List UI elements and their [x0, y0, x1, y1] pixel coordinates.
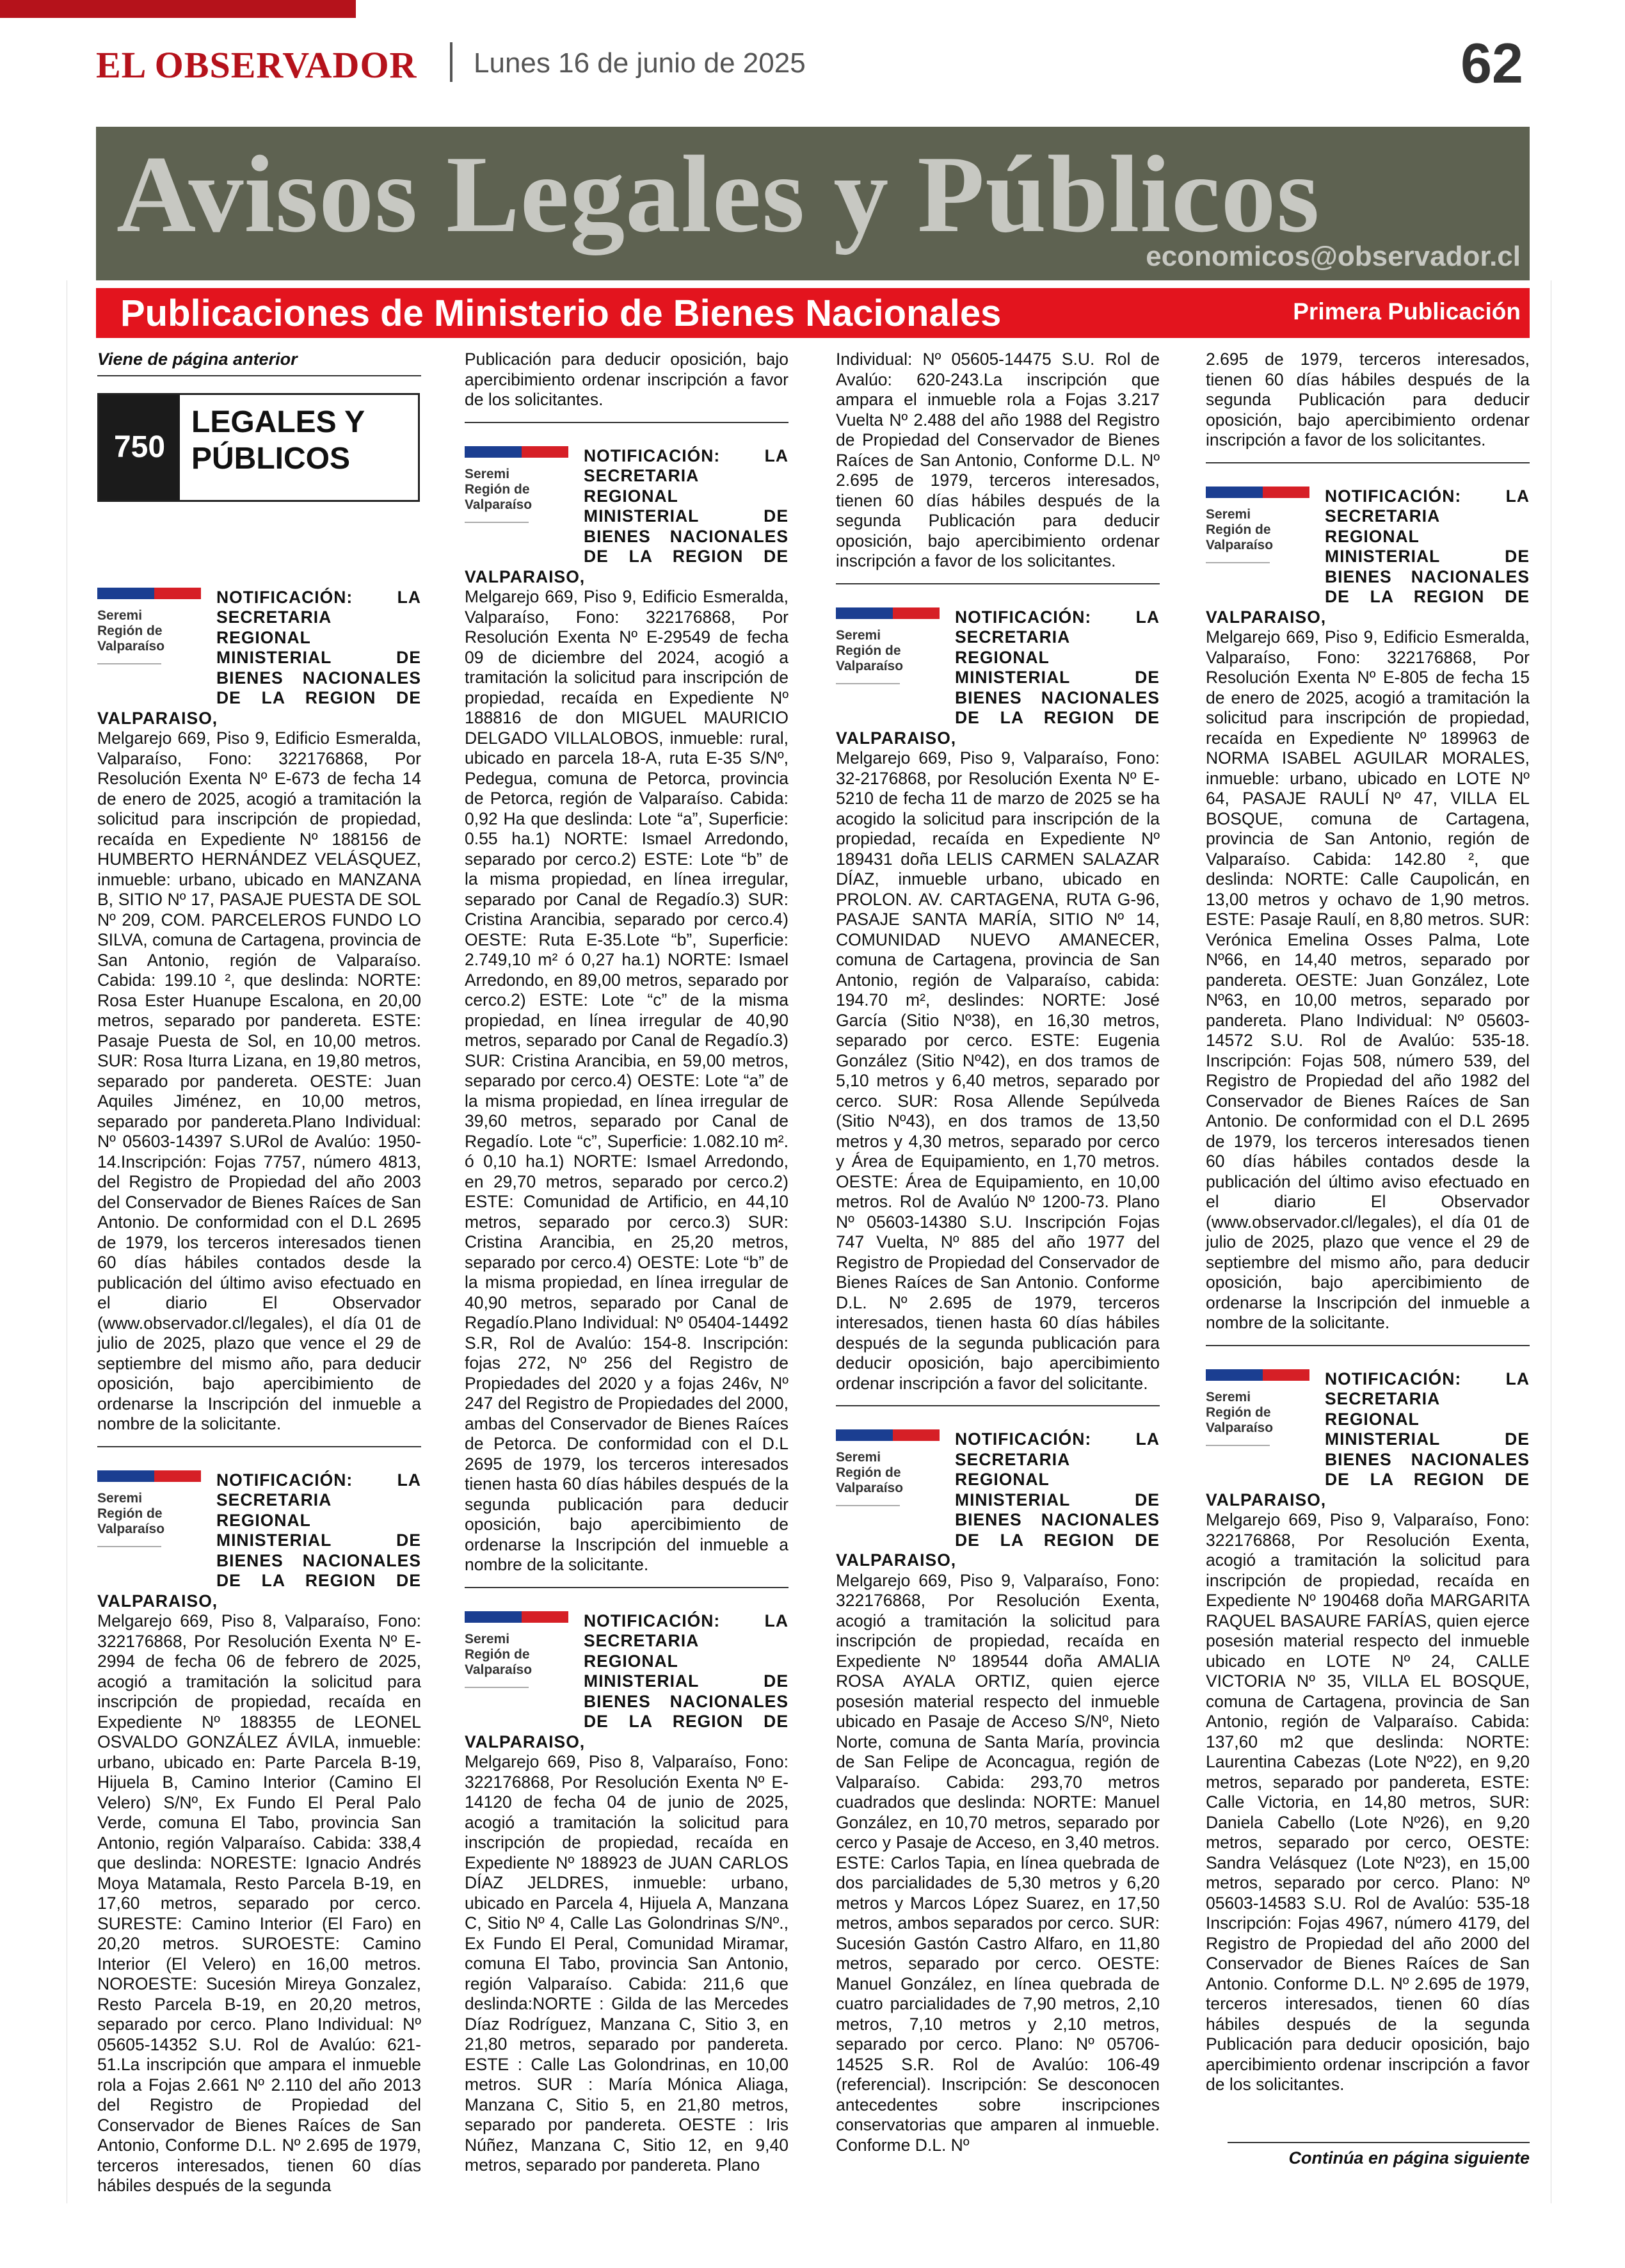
section-title: Publicaciones de Ministerio de Bienes Nacionales: [120, 293, 1002, 334]
notice: [1206, 476, 1530, 1346]
notice: [97, 577, 421, 1447]
logo-rule: [97, 1546, 161, 1547]
logo-text: Seremi Región de Valparaíso: [465, 1631, 532, 1677]
publication-tag: Primera Publicación: [1293, 298, 1521, 325]
chile-flag-icon: [97, 1470, 201, 1482]
continued-text: Individual: Nº 05605-14475 S.U. Rol de Avalúo: 620-243.La inscripción que ampara el inmueble rola a Fojas 3.217 Vuelta Nº 2.488 del año 1988 del Registro de Propiedad del Conservador de Bienes Raíces de San Antonio, Conforme D.L. Nº 2.695 de 1979, terceros interesados, tienen 60 días hábiles después de la segunda Publicación para deducir oposición, bajo apercibimiento ordenar inscripción a favor de los solicitantes.: [836, 350, 1160, 584]
seremi-logo: [97, 1470, 206, 1573]
seremi-logo: [465, 1611, 573, 1714]
seremi-logo: [465, 446, 573, 549]
classified-number: 750: [99, 395, 180, 500]
classified-label: LEGALES Y PÚBLICOS: [191, 405, 365, 476]
notice-heading: NOTIFICACIÓN: LA SECRETARIA REGIONAL MINISTERIAL DE BIENES NACIONALES DE LA REGION DE VALPARAISO,: [1206, 1369, 1530, 1509]
continued-text: 2.695 de 1979, terceros interesados, tienen 60 días hábiles después de la segunda Publicación para deducir oposición, bajo apercibimiento ordenar inscripción a favor de los solicitantes.: [1206, 350, 1530, 463]
notice-heading: NOTIFICACIÓN: LA SECRETARIA REGIONAL MINISTERIAL DE BIENES NACIONALES DE LA REGION DE VALPARAISO,: [1206, 486, 1530, 627]
notice-body: Melgarejo 669, Piso 9, Valparaíso, Fono: 322176868, Por Resolución Exenta, acogió a tramitación la solicitud para inscripción de propiedad, recaída en Expediente Nº 190468 doña MARGARITA RAQUEL BASAURE FARÍAS, quien ejerce posesión material respecto del inmueble ubicado en LOTE Nº 24, CALLE VICTORIA Nº 35, VILLA EL BOSQUE, comuna de Cartagena, provincia de San Antonio, región de Valparaíso. Cabida: 137,60 m2 que deslinda: NORTE: Laurentina Cabezas (Lote Nº22), en 9,20 metros, separado por pandereta, ESTE: Calle Victoria, en 14,80 metros, SUR: Daniela Cabello (Lote Nº26), en 9,20 metros, separado por cerco, OESTE: Sandra Velásquez (Lote Nº23), en 15,00 metros, separado por cerco. Plano: Nº 05603-14583 S.U. Rol de Avalúo: 535-18 Inscripción: Fojas 4967, número 4179, del Registro de Propiedad del año 2000 del Conservador de Bienes Raíces de San Antonio. Conforme D.L. Nº 2.695 de 1979, terceros interesados, tienen 60 días hábiles después de la segunda Publicación para deducir oposición, bajo apercibimiento ordenar inscripción a favor de los solicitantes.: [1206, 1510, 1530, 2094]
column-3: [836, 350, 1160, 2178]
notice-body: Melgarejo 669, Piso 9, Edificio Esmeralda, Valparaíso, Fono: 322176868, Por Resolución Exenta Nº E-673 de fecha 14 de enero de 2025, acogió a tramitación la solicitud para inscripción de propiedad, recaída en Expediente Nº 188156 de HUMBERTO HERNÁNDEZ VELÁSQUEZ, inmueble: urbano, ubicado en MANZANA B, SITIO Nº 17, PASAJE PUESTA DE SOL Nº 209, COM. PARCELEROS FUNDO LO SILVA, comuna de Cartagena, provincia de San Antonio, región de Valparaíso. Cabida: 199.10 ², que deslinda: NORTE: Rosa Ester Huanupe Escalona, en 20,00 metros, separado por pandereta. ESTE: Pasaje Puesta de Sol, en 10,00 metros. SUR: Rosa Iturra Lizana, en 19,80 metros, separado por pandereta. OESTE: Juan Aquiles Jiménez, en 10,00 metros, separado por pandereta.Plano Individual: Nº 05603-14397 S.URol de Avalúo: 1950-14.Inscripción: Fojas 7757, número 4813, del Registro de Propiedad del año 2003 del Conservador de Bienes Raíces de San Antonio. De conformidad con el D.L 2695 de 1979, los terceros interesados tienen 60 días hábiles contados desde la publicación del último aviso efectuado en el diario El Observador (www.observador.cl/legales), el día 01 de julio de 2025, plazo que vence el 29 de septiembre del mismo año, para deducir oposición, bajo apercibimiento de ordenarse la Inscripción del inmueble a nombre de la solicitante.: [97, 728, 421, 1433]
header-divider: [450, 42, 452, 82]
notice-body: Melgarejo 669, Piso 9, Valparaíso, Fono: 322176868, Por Resolución Exenta, acogió a tramitación la solicitud para inscripción de propiedad, recaída en Expediente Nº 189544 doña AMALIA ROSA AYALA ORTIZ, quien ejerce posesión material respecto del inmueble ubicado en Pasaje de Acceso S/Nº, Nieto Norte, comuna de Santa María, provincia de San Felipe de Aconcagua, región de Valparaíso. Cabida: 293,70 metros cuadrados que deslinda: NORTE: Manuel González, en 10,70 metros, separado por cerco y Pasaje de Acceso, en 3,40 metros. ESTE: Carlos Tapia, en línea quebrada de dos parcialidades de 5,30 metros y 6,20 metros y Marcos López Suarez, en 17,50 metros, ambos separados por cerco. SUR: Sucesión Gastón Castro Alfaro, en 11,80 metros, separado por cerco. OESTE: Manuel González, en línea quebrada de cuatro parcialidades de 7,90 metros, 2,10 metros, 7,10 metros y 2,10 metros, separado por cerco. Plano: Nº 05706-14525 S.R. Rol de Avalúo: 106-49 (referencial). Inscripción: Se desconocen antecedentes sobre inscripciones conservatorias que amparen al inmueble. Conforme D.L. Nº: [836, 1570, 1160, 2155]
notice-body: Melgarejo 669, Piso 9, Edificio Esmeralda, Valparaíso, Fono: 322176868, Por Resolución Exenta Nº E-29549 de fecha 09 de diciembre del 2024, acogió a tramitación la solicitud para inscripción de propiedad, recaída en Expediente Nº 188816 de don MIGUEL MAURICIO DELGADO VILLALOBOS, inmueble: rural, ubicado en parcela 18-A, ruta E-35 S/Nº, Pedegua, comuna de Petorca, provincia de Petorca, región de Valparaíso. Cabida: 0,92 Ha que deslinda: Lote “a”, Superficie: 0.55 ha.1) NORTE: Ismael Arredondo, separado por cerco.2) ESTE: Lote “b” de la misma propiedad, en línea irregular, separado por Canal de Regadío.3) SUR: Cristina Arancibia, separado por cerco.4) OESTE: Ruta E-35.Lote “b”, Superficie: 2.749,10 m² ó 0,27 ha.1) NORTE: Ismael Arredondo, en 89,00 metros, separado por cerco.2) ESTE: Lote “c” de la misma propiedad, en línea irregular de 40,90 metros, separado por Canal de Regadío.3) SUR: Cristina Arancibia, en 59,00 metros, separado por cerco.4) OESTE: Lote “a” de la misma propiedad, en línea irregular de 39,60 metros, separado por Canal de Regadío. Lote “c”, Superficie: 1.082.10 m². ó 0,10 ha.1) NORTE: Ismael Arredondo, en 29,70 metros, separado por cerco.2) ESTE: Comunidad de Artificio, en 44,10 metros, separado por cerco.3) SUR: Cristina Arancibia, en 25,20 metros, separado por cerco.4) OESTE: Lote “b” de la misma propiedad, en línea irregular de 40,90 metros, separado por Canal de Regadío.Plano Individual: Nº 05404-14492 S.R, Rol de Avalúo: 154-8. Inscripción: fojas 272, Nº 256 del Registro de Propiedades del 2020 y a fojas 246v, Nº 247 del Registro de Propiedades del 2000, ambas del Conservador de Bienes Raíces de Petorca. De conformidad con el D.L 2695 de 1979, los terceros interesados tienen hasta 60 días hábiles después de la segunda publicación para deducir oposición, bajo apercibimiento de ordenarse la Inscripción del inmueble a nombre de la solicitante.: [465, 587, 788, 1574]
classified-box: [97, 393, 420, 502]
logo-text: Seremi Región de Valparaíso: [836, 627, 904, 673]
logo-rule: [1206, 562, 1270, 563]
seremi-logo: [1206, 487, 1315, 589]
seremi-logo: [1206, 1369, 1315, 1472]
viene-label: Viene de página anterior: [97, 350, 421, 376]
notice-body: Melgarejo 669, Piso 8, Valparaíso, Fono: 322176868, Por Resolución Exenta Nº E-14120 de fecha 04 de junio de 2025, acogió a tramitación la solicitud para inscripción de propiedad, recaída en Expediente Nº 188923 de JUAN CARLOS DÍAZ JELDRES, inmueble: urbano, ubicado en Parcela 4, Hijuela A, Manzana C, Sitio Nº 4, Calle Las Golondrinas S/Nº., Ex Fundo El Peral, Comunidad Miramar, comuna El Tabo, provincia San Antonio, región Valparaíso. Cabida: 211,6 que deslinda:NORTE : Gilda de las Mercedes Díaz Rodríguez, Manzana C, Sitio 3, en 21,80 metros, separado por pandereta. ESTE : Calle Las Golondrinas, en 10,00 metros. SUR : María Mónica Aliaga, Manzana C, Sitio 5, en 21,80 metros, separado por pandereta. OESTE : Iris Núñez, Manzana C, Sitio 12, en 9,40 metros, separado por pandereta. Plano: [465, 1752, 788, 2175]
logo-rule: [1206, 1445, 1270, 1446]
logo-rule: [836, 1505, 900, 1506]
newspaper-brand: EL OBSERVADOR: [96, 44, 417, 86]
chile-flag-icon: [465, 446, 568, 458]
notice: [836, 1419, 1160, 2167]
notice-body: Melgarejo 669, Piso 8, Valparaíso, Fono: 322176868, Por Resolución Exenta Nº E-2994 de fecha 06 de febrero de 2025, acogió a tramitación la solicitud para inscripción de propiedad, recaída en Expediente Nº 188355 de LEONEL OSVALDO GONZÁLEZ ÁVILA, inmueble: urbano, ubicado en: Parte Parcela B-19, Hijuela B, Camino Interior (Camino El Velero) S/Nº, Ex Fundo El Peral Palo Verde, comuna El Tabo, provincia San Antonio, región Valparaíso. Cabida: 338,4 que deslinda: NORESTE: Ignacio Andrés Moya Matamala, Resto Parcela B-19, en 17,60 metros, separado por cerco. SURESTE: Camino Interior (El Faro) en 20,20 metros. SUROESTE: Camino Interior (El Velero) en 16,00 metros. NOROESTE: Sucesión Mireya Gonzalez, Resto Parcela B-19, en 20,20 metros, separado por cerco. Plano Individual: Nº 05605-14352 S.U. Rol de Avalúo: 621-51.La inscripción que ampara el inmueble rola a Fojas 2.661 Nº 2.110 del año 2013 del Registro de Propiedad del Conservador de Bienes Raíces de San Antonio, Conforme D.L. Nº 2.695 de 1979, terceros interesados, tienen 60 días hábiles después de la segunda: [97, 1611, 421, 2195]
logo-text: Seremi Región de Valparaíso: [1206, 1389, 1274, 1435]
chile-flag-icon: [1206, 487, 1309, 498]
notice-heading: NOTIFICACIÓN: LA SECRETARIA REGIONAL MINISTERIAL DE BIENES NACIONALES DE LA REGION DE VALPARAISO,: [836, 1429, 1160, 1570]
page-header: [96, 31, 1523, 95]
logo-text: Seremi Región de Valparaíso: [465, 466, 532, 512]
banner-email: economicos@observador.cl: [1146, 241, 1521, 272]
logo-text: Seremi Región de Valparaíso: [97, 607, 165, 654]
notice: [1206, 1359, 1530, 2107]
notice-heading: NOTIFICACIÓN: LA SECRETARIA REGIONAL MINISTERIAL DE BIENES NACIONALES DE LA REGION DE VALPARAISO,: [97, 1470, 421, 1611]
chile-flag-icon: [97, 588, 201, 599]
chile-flag-icon: [1206, 1369, 1309, 1381]
issue-date: Lunes 16 de junio de 2025: [474, 47, 806, 79]
notice-heading: NOTIFICACIÓN: LA SECRETARIA REGIONAL MINISTERIAL DE BIENES NACIONALES DE LA REGION DE VALPARAISO,: [465, 1611, 788, 1751]
logo-text: Seremi Región de Valparaíso: [1206, 506, 1274, 552]
column-4: [1206, 350, 1530, 2178]
top-accent-bar: [0, 0, 356, 18]
notice-heading: NOTIFICACIÓN: LA SECRETARIA REGIONAL MINISTERIAL DE BIENES NACIONALES DE LA REGION DE VALPARAISO,: [465, 446, 788, 586]
section-banner: [96, 127, 1530, 280]
chile-flag-icon: [836, 607, 940, 619]
notice: [97, 1460, 421, 2208]
notice: [836, 597, 1160, 1407]
logo-rule: [465, 1687, 529, 1688]
continued-footer: Continúa en página siguiente: [1228, 2142, 1530, 2168]
notice-heading: NOTIFICACIÓN: LA SECRETARIA REGIONAL MINISTERIAL DE BIENES NACIONALES DE LA REGION DE VALPARAISO,: [836, 607, 1160, 748]
notice-body: Melgarejo 669, Piso 9, Edificio Esmeralda, Valparaíso, Fono: 322176868, Por Resolución Exenta Nº E-805 de fecha 15 de enero de 2025, acogió a tramitación la solicitud para inscripción de propiedad, recaída en Expediente Nº 189963 de NORMA ISABEL AGUILAR MORALES, inmueble: urbano, ubicado en LOTE Nº 64, PASAJE RAULÍ Nº 47, VILLA EL BOSQUE, comuna de Cartagena, provincia de San Antonio, región de Valparaíso. Cabida: 142.80 ², que deslinda: NORTE: Calle Caupolicán, en 13,00 metros y ochavo de 1,90 metros. ESTE: Pasaje Raulí, en 8,80 metros. SUR: Verónica Emelina Osses Palma, Lote Nº66, en 14,40 metros, separado por pandereta. OESTE: Juan González, Lote Nº63, en 10,00 metros, separado por pandereta. Plano Individual: Nº 05603-14572 S.U. Rol de Avalúo: 535-18. Inscripción: Fojas 508, número 539, del Registro de Propiedad del año 1982 del Conservador de Bienes Raíces de San Antonio. De conformidad con el D.L 2695 de 1979, los terceros interesados tienen 60 días hábiles contados desde la publicación del último aviso efectuado en el diario El Observador (www.observador.cl/legales), el día 01 de julio de 2025, plazo que vence el 29 de septiembre del mismo año, para deducir oposición, bajo apercibimiento de ordenarse la Inscripción del inmueble a nombre de la solicitante.: [1206, 627, 1530, 1332]
logo-rule: [836, 683, 900, 684]
page-number: 62: [1461, 31, 1523, 95]
column-2: [465, 350, 788, 2178]
logo-text: Seremi Región de Valparaíso: [836, 1450, 904, 1495]
logo-rule: [465, 522, 529, 523]
notice-body: Melgarejo 669, Piso 9, Valparaíso, Fono: 32-2176868, por Resolución Exenta Nº E-5210 de fecha 11 de marzo de 2025 se ha acogido la solicitud para inscripción de la propiedad, recaída en Expediente Nº 189431 doña LELIS CARMEN SALAZAR DÍAZ, inmueble urbano, ubicado en PROLON. AV. CARTAGENA, RUTA G-96, PASAJE SANTA MARÍA, SITIO Nº 14, COMUNIDAD NUEVO AMANECER, comuna de Cartagena, provincia de San Antonio, región de Valparaíso, cabida: 194.70 m², deslindes: NORTE: José García (Sitio Nº38), en 16,30 metros, separado por cerco. ESTE: Eugenia González (Sitio Nº42), en dos tramos de 5,10 metros y 6,40 metros, separado por cerco. SUR: Rosa Allende Sepúlveda (Sitio Nº43), en dos tramos de 13,50 metros y 4,30 metros, separado por cerco y Área de Equipamiento, en 1,70 metros. OESTE: Área de Equipamiento, en 10,00 metros. Rol de Avalúo Nº 1200-73. Plano Nº 05603-14380 S.U. Inscripción Fojas 747 Vuelta, Nº 885 del año 1977 del Registro de Propiedad del Conservador de Bienes Raíces de San Antonio. Conforme D.L. Nº 2.695 de 1979, terceros interesados, tienen hasta 60 días hábiles después de la segunda publicación para deducir oposición, bajo apercibimiento ordenar inscripción a favor del solicitante.: [836, 748, 1160, 1393]
seremi-logo: [97, 588, 206, 690]
column-1: [97, 350, 421, 2195]
notice: [465, 436, 788, 1588]
chile-flag-icon: [465, 1611, 568, 1623]
section-bar: [96, 288, 1530, 338]
notice-heading: NOTIFICACIÓN: LA SECRETARIA REGIONAL MINISTERIAL DE BIENES NACIONALES DE LA REGION DE VALPARAISO,: [97, 587, 421, 728]
banner-title: Avisos Legales y Públicos: [116, 134, 1320, 255]
notice: [465, 1601, 788, 2187]
logo-text: Seremi Región de Valparaíso: [97, 1490, 165, 1536]
logo-rule: [97, 663, 161, 664]
continued-text: Publicación para deducir oposición, bajo apercibimiento ordenar inscripción a favor de los solicitantes.: [465, 350, 788, 423]
seremi-logo: [836, 1429, 945, 1532]
chile-flag-icon: [836, 1429, 940, 1441]
seremi-logo: [836, 607, 945, 710]
